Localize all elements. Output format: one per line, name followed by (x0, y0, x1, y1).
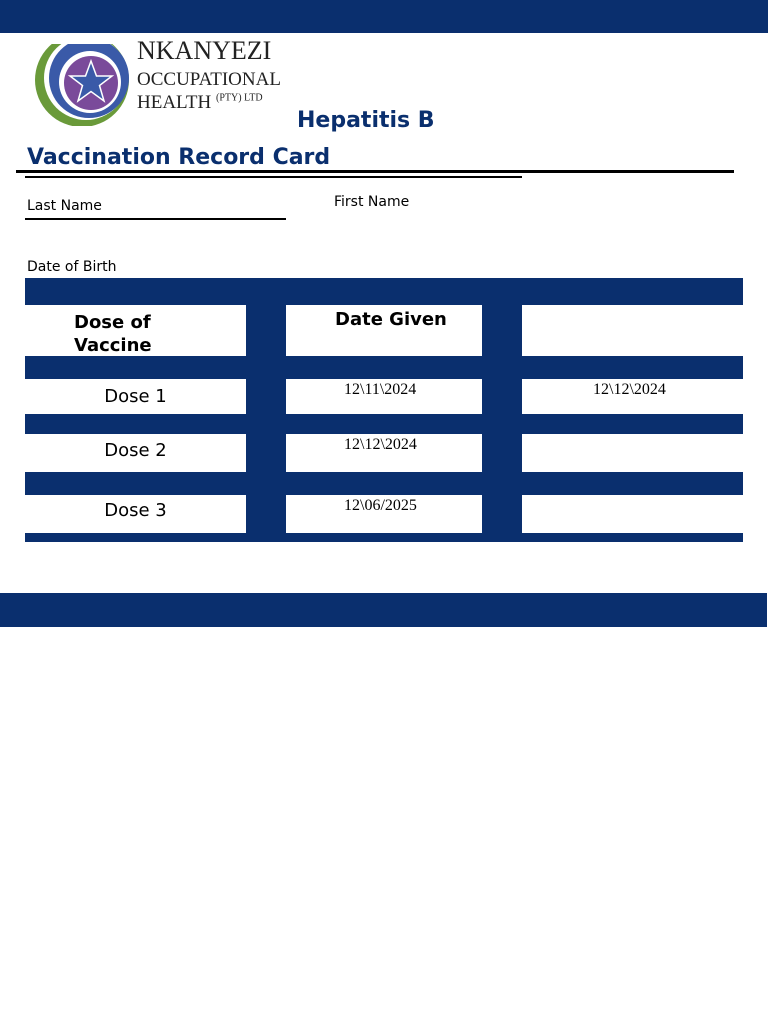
row-1-extra-date: 12\12\2024 (593, 381, 666, 398)
divider-line (16, 170, 734, 173)
row-2-dose: Dose 2 (104, 440, 167, 461)
logo-suffix: (PTY) LTD (216, 92, 263, 104)
header-cell-dose (25, 305, 246, 356)
table-row-2-dose-cell (25, 434, 246, 472)
logo-line-3-text: HEALTH (137, 92, 212, 113)
last-name-label: Last Name (27, 198, 102, 214)
logo-line-2: OCCUPATIONAL (137, 69, 281, 90)
row-1-dose: Dose 1 (104, 386, 167, 407)
row-2-date-given: 12\12\2024 (344, 436, 417, 453)
header-cell-date-given (286, 305, 482, 356)
header-dose-of-vaccine: Dose of Vaccine (74, 312, 152, 356)
logo-emblem-icon (34, 44, 130, 126)
row-3-date-given: 12\06/2025 (344, 497, 417, 514)
table-row-1-dose-cell (25, 379, 246, 414)
logo-line-3 (137, 93, 263, 112)
row-3-dose: Dose 3 (104, 500, 167, 521)
header-date-given: Date Given (335, 309, 447, 330)
page-subtitle: Vaccination Record Card (27, 145, 331, 170)
logo-wordmark (137, 38, 287, 118)
header-cell-extra (522, 305, 743, 356)
company-logo (34, 44, 130, 126)
table-row-2-extra-cell (522, 434, 743, 472)
top-band (0, 0, 768, 33)
bottom-band (0, 593, 767, 627)
table-row-3-date-cell (286, 495, 482, 533)
divider-line-short (25, 176, 522, 178)
page-title: Hepatitis B (297, 108, 435, 133)
table-row-3-dose-cell (25, 495, 246, 533)
logo-line-1: NKANYEZI (137, 38, 272, 65)
first-name-label: First Name (334, 194, 410, 210)
table-row-1-extra-cell (522, 379, 743, 414)
table-row-3-extra-cell (522, 495, 743, 533)
last-name-line (25, 218, 286, 220)
table-row-2-date-cell (286, 434, 482, 472)
table-row-1-date-cell (286, 379, 482, 414)
date-of-birth-label: Date of Birth (27, 259, 117, 275)
row-1-date-given: 12\11\2024 (344, 381, 417, 398)
